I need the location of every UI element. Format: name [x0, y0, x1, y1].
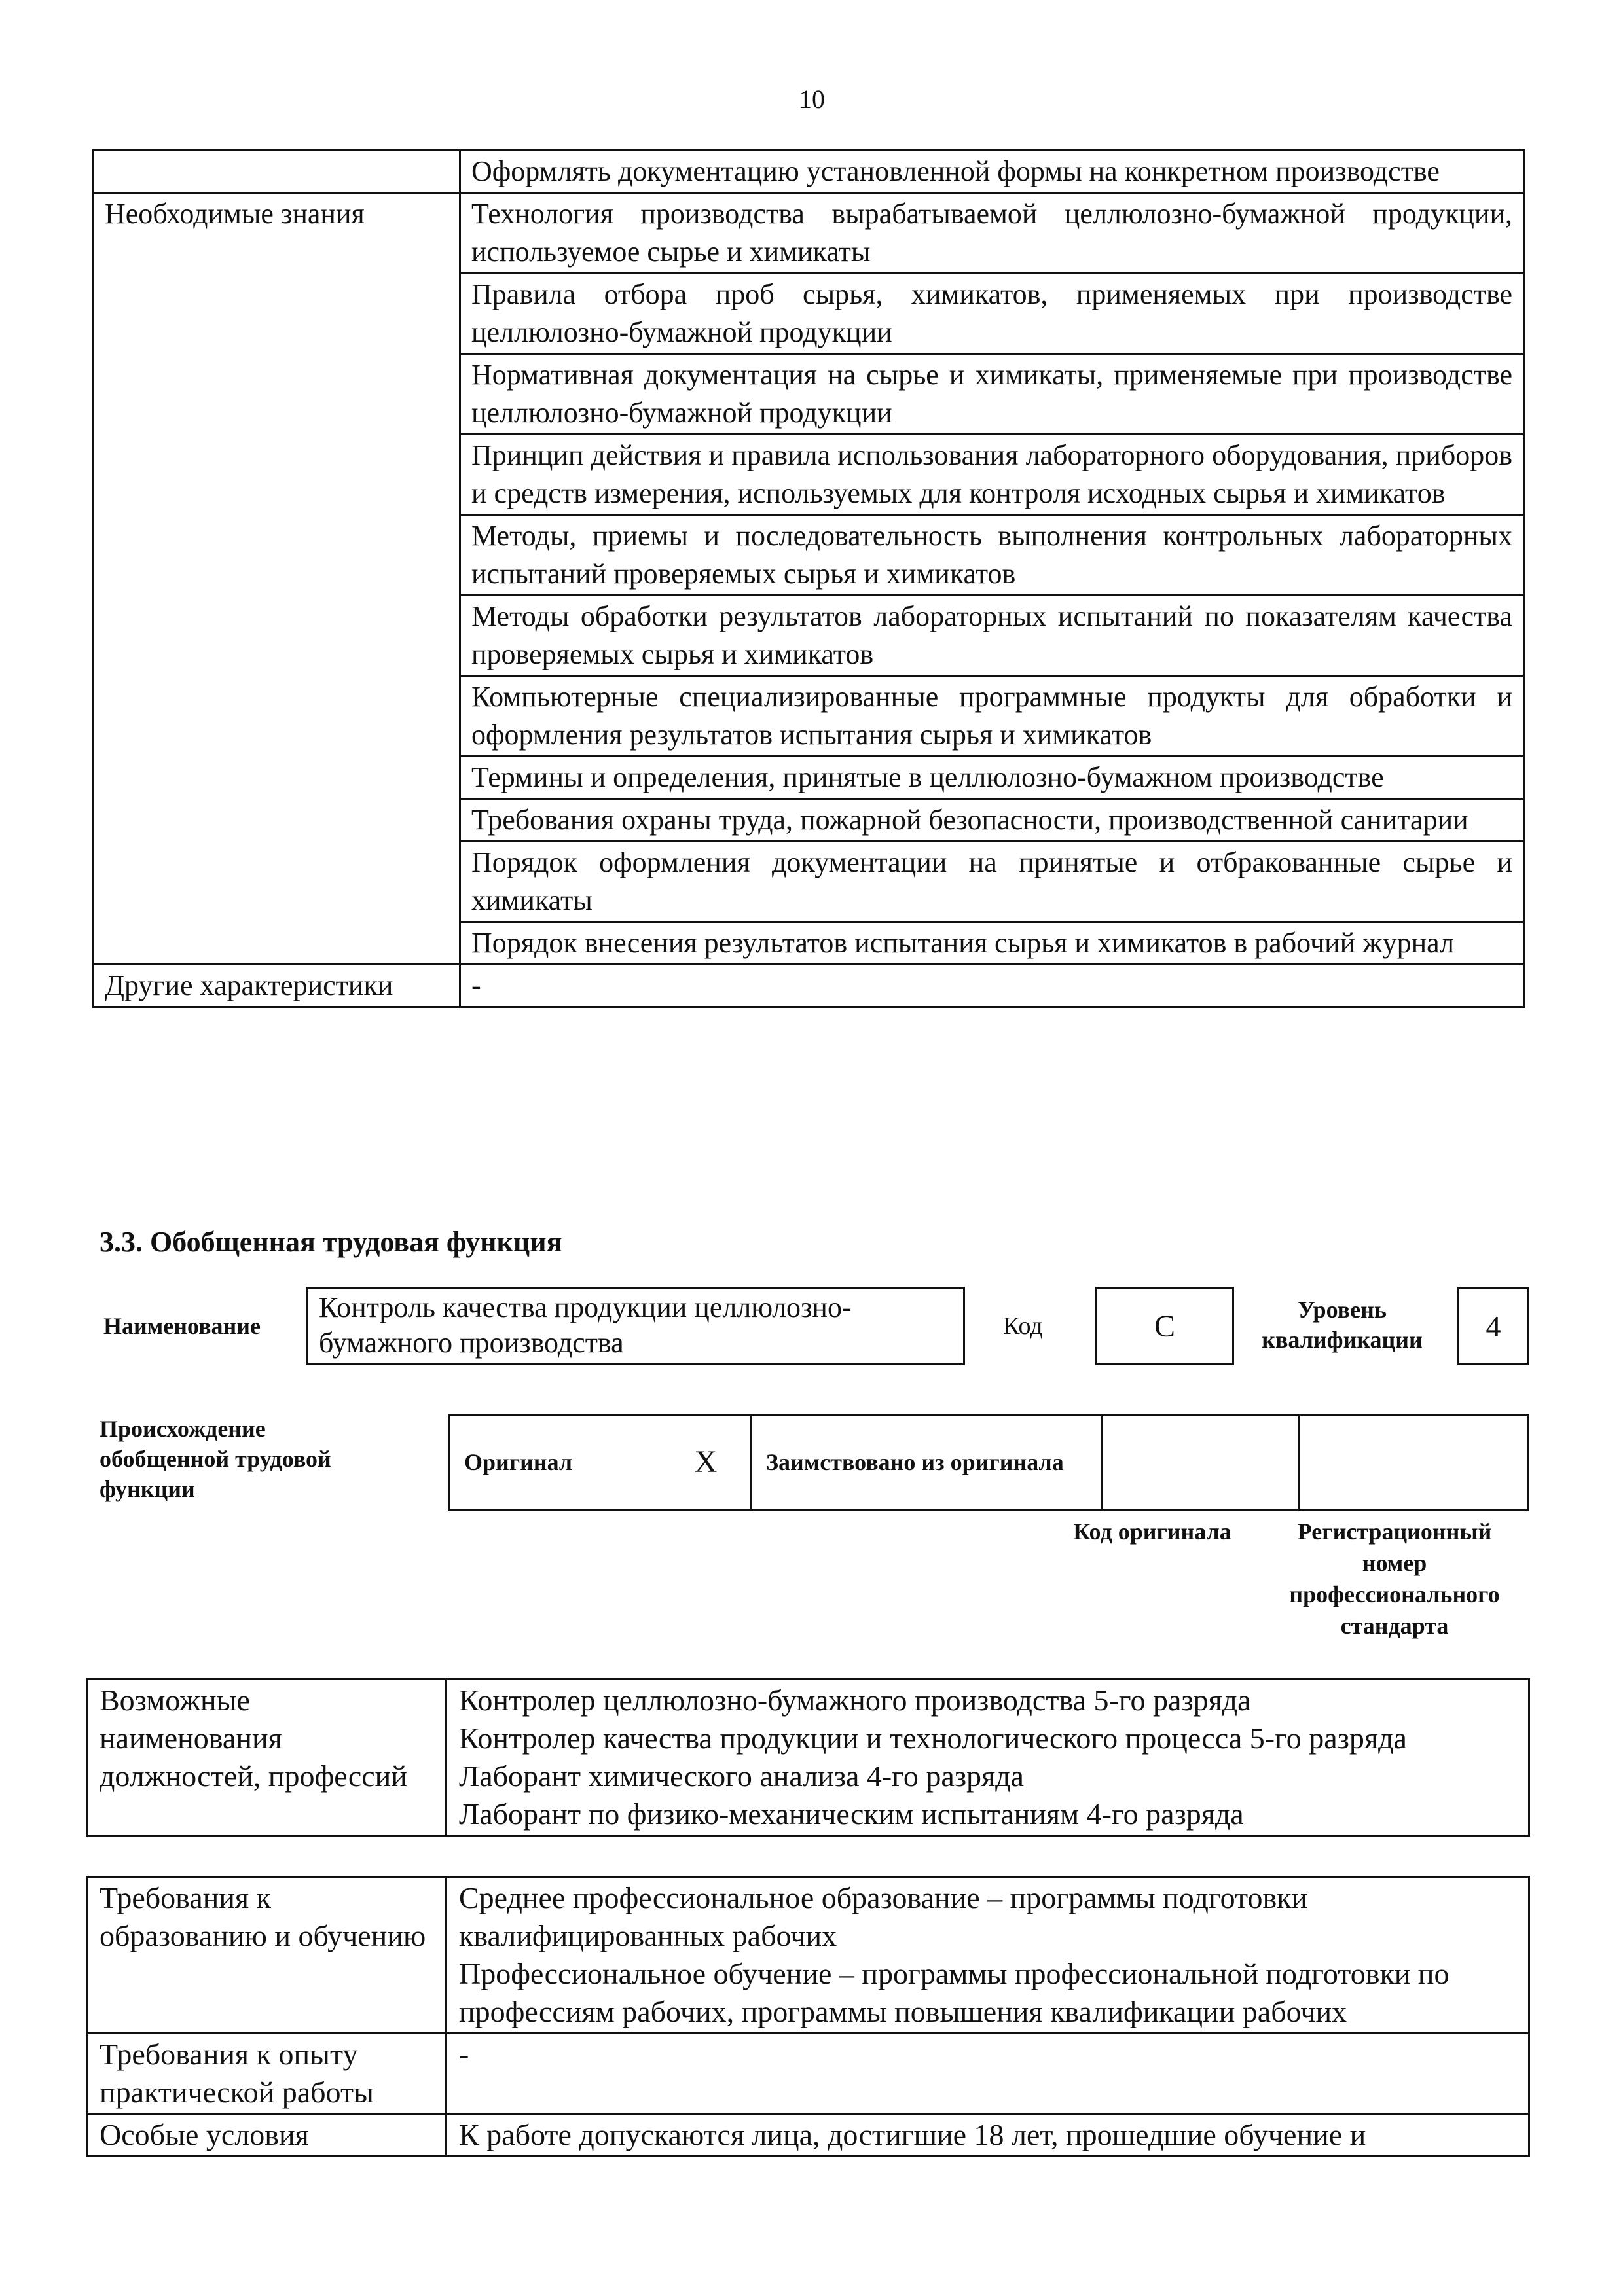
positions-list [447, 1679, 1529, 1836]
row-text: Нормативная документация на сырье и химикаты, применяемые при производстве целлюлозно-бумажной продукции [460, 354, 1524, 435]
position-item: Лаборант химического анализа 4-го разряда [459, 1759, 1024, 1793]
positions-table [86, 1678, 1530, 1837]
table-row [94, 965, 1524, 1007]
position-item: Лаборант по физико-механическим испытаниям 4-го разряда [459, 1797, 1244, 1831]
special-label: Особые условия [87, 2114, 447, 2157]
row-text: Компьютерные специализированные программные продукты для обработки и оформления результатов испытания сырья и химикатов [460, 676, 1524, 757]
position-item: Контролер качества продукции и технологического процесса 5-го разряда [459, 1721, 1407, 1755]
row-text: Технология производства вырабатываемой целлюлозно-бумажной продукции, используемое сырье и химикаты [460, 193, 1524, 274]
row-text: Термины и определения, принятые в целлюлозно-бумажном производстве [460, 757, 1524, 799]
level-label: Уровень квалификации [1262, 1297, 1423, 1353]
requirements-table [86, 1876, 1530, 2157]
origin-label: Происхождение обобщенной трудовой функции [100, 1416, 331, 1502]
reg-number-cell [1300, 1415, 1528, 1510]
positions-label: Возможные наименования должностей, профессий [87, 1679, 447, 1836]
experience-label: Требования к опыту практической работы [87, 2034, 447, 2114]
row-label [94, 151, 460, 193]
name-label: Наименование [103, 1313, 261, 1339]
row-text: Принцип действия и правила использования лабораторного оборудования, приборов и средств измерения, используемых для контроля исходных сырья и химикатов [460, 435, 1524, 515]
row-text: Порядок оформления документации на принятые и отбракованные сырье и химикаты [460, 842, 1524, 922]
section-heading: 3.3. Обобщенная трудовая функция [100, 1226, 562, 1258]
code-box: С [1095, 1287, 1234, 1365]
table-row [94, 151, 1524, 193]
row-text: - [460, 965, 1524, 1007]
row-text: Требования охраны труда, пожарной безопасности, производственной санитарии [460, 799, 1524, 842]
original-mark: X [662, 1415, 751, 1510]
borrowed-label: Заимствовано из оригинала [766, 1449, 1064, 1475]
education-label: Требования к образованию и обучению [87, 1877, 447, 2034]
code-original-label: Код оригинала [1073, 1518, 1231, 1545]
page-number: 10 [799, 84, 825, 114]
level-box: 4 [1457, 1287, 1529, 1365]
education-item: Среднее профессиональное образование – программы подготовки квалифицированных рабочих [459, 1881, 1308, 1952]
row-label: Другие характеристики [94, 965, 460, 1007]
function-name-box: Контроль качества продукции целлюлозно-бумажного производства [306, 1287, 965, 1365]
row-label: Необходимые знания [94, 193, 460, 965]
code-original-cell [1103, 1415, 1300, 1510]
row-text: Оформлять документацию установленной формы на конкретном производстве [460, 151, 1524, 193]
borrowed-cell [751, 1415, 1103, 1510]
position-item: Контролер целлюлозно-бумажного производства 5-го разряда [459, 1683, 1251, 1717]
special-value: К работе допускаются лица, достигшие 18 лет, прошедшие обучение и [447, 2114, 1529, 2157]
original-label: Оригинал [464, 1449, 573, 1475]
origin-table [448, 1414, 1529, 1511]
table-row [94, 193, 1524, 274]
row-text: Правила отбора проб сырья, химикатов, применяемых при производстве целлюлозно-бумажной продукции [460, 274, 1524, 354]
row-text: Методы, приемы и последовательность выполнения контрольных лабораторных испытаний проверяемых сырья и химикатов [460, 515, 1524, 596]
code-label: Код [1003, 1312, 1043, 1340]
row-text: Порядок внесения результатов испытания сырья и химикатов в рабочий журнал [460, 922, 1524, 965]
education-item: Профессиональное обучение – программы профессиональной подготовки по профессиям рабочих, программы повышения квалификации рабочих [459, 1957, 1450, 2028]
original-cell [449, 1415, 663, 1510]
experience-value: - [447, 2034, 1529, 2114]
knowledge-table [92, 149, 1525, 1008]
education-list [447, 1877, 1529, 2034]
reg-number-label: Регистрационный номер профессионального стандарта [1289, 1518, 1500, 1639]
row-text: Методы обработки результатов лабораторных испытаний по показателям качества проверяемых сырья и химикатов [460, 596, 1524, 676]
